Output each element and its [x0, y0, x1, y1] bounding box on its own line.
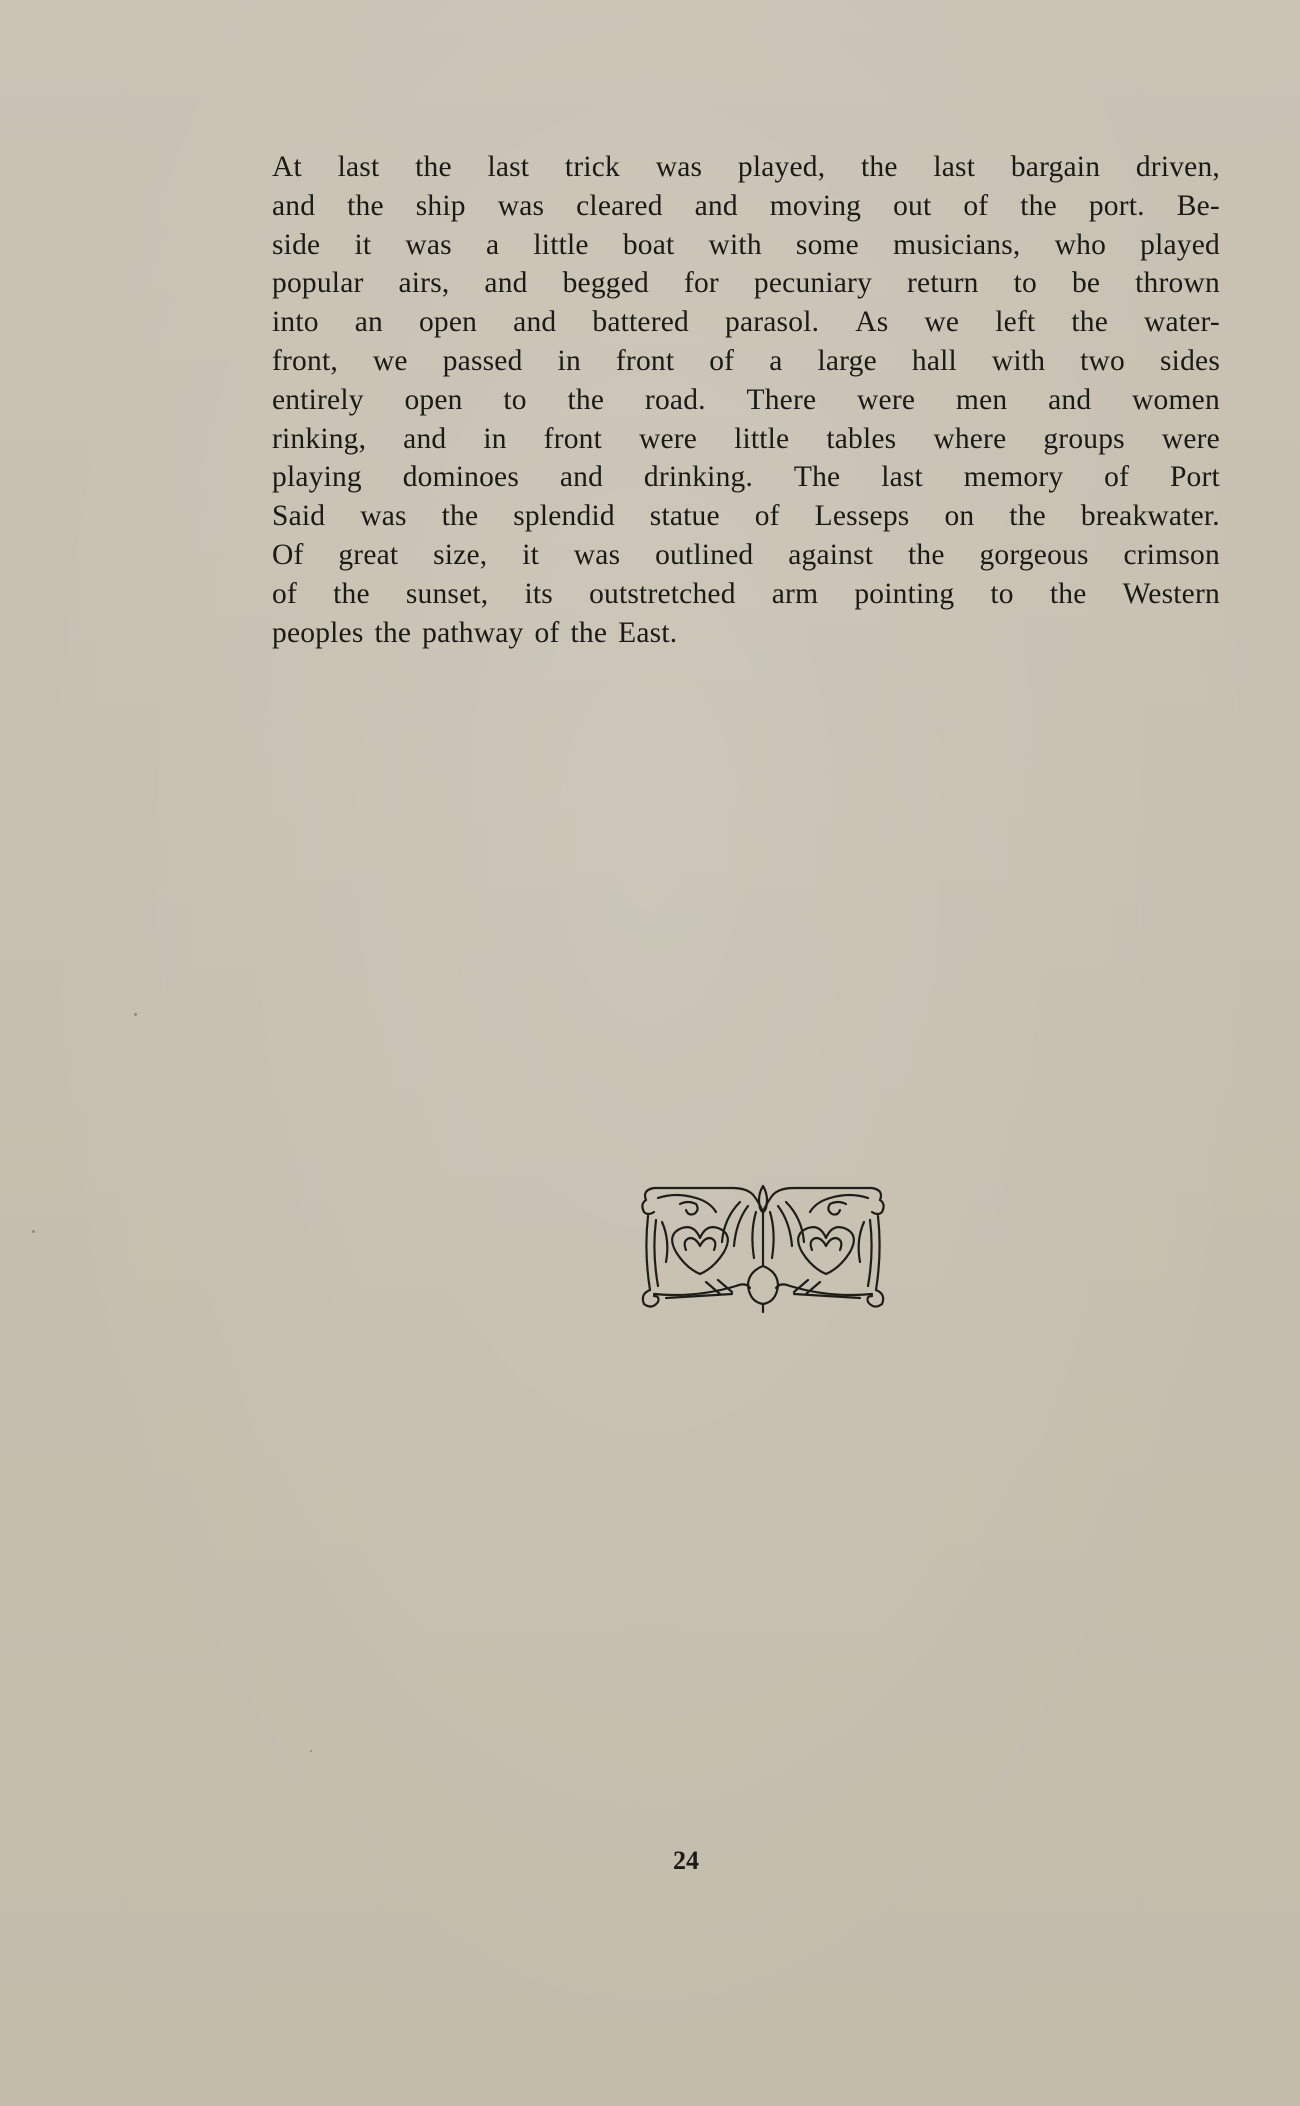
word: outlined: [655, 538, 754, 571]
word: begged: [562, 267, 649, 300]
word: some: [795, 228, 859, 261]
word: pathway: [422, 616, 524, 649]
word: cleared: [576, 189, 663, 222]
body-paragraph: [272, 148, 1220, 652]
word: to: [1013, 267, 1037, 300]
word: front: [615, 344, 675, 377]
word: last: [933, 151, 976, 183]
word: and: [1048, 383, 1092, 416]
word: be: [1071, 267, 1101, 300]
word: The: [793, 461, 841, 494]
word: There: [746, 383, 817, 416]
word: the: [374, 616, 412, 649]
word: it: [522, 538, 539, 571]
word: ship: [415, 189, 466, 222]
word: the: [907, 538, 945, 571]
word: boat: [622, 228, 675, 261]
text-line: [272, 226, 1220, 265]
word: moving: [769, 189, 862, 222]
word: Of: [272, 538, 304, 571]
word: to: [503, 383, 527, 416]
word: the: [1020, 189, 1057, 222]
word: return: [907, 267, 979, 300]
word: the: [1049, 577, 1087, 610]
word: splendid: [513, 500, 615, 533]
word: water-: [1144, 306, 1220, 339]
word: and: [272, 189, 316, 222]
word: driven,: [1135, 151, 1220, 183]
word: with: [708, 228, 762, 261]
word: two: [1080, 344, 1126, 377]
word: for: [683, 267, 719, 300]
word: side: [272, 228, 321, 261]
word: peoples: [272, 616, 364, 649]
word: its: [524, 577, 553, 610]
word: the: [441, 500, 479, 533]
word: of: [534, 616, 560, 649]
word: out: [893, 189, 932, 222]
word: hall: [911, 344, 957, 377]
word: the: [347, 189, 384, 222]
word: and: [513, 306, 557, 339]
word: last: [337, 151, 380, 183]
word: Said: [272, 500, 326, 533]
word: it: [354, 228, 372, 261]
word: was: [497, 189, 545, 222]
word: was: [360, 500, 407, 533]
text-line: [272, 497, 1220, 536]
word: and: [694, 189, 738, 222]
word: road.: [644, 383, 706, 416]
word: women: [1132, 383, 1220, 416]
word: At: [272, 151, 302, 183]
word: drinking.: [643, 461, 754, 494]
word: where: [933, 422, 1007, 455]
word: the: [861, 151, 898, 183]
page-number: 24: [673, 1846, 699, 1875]
word: a: [769, 344, 783, 377]
word: outstretched: [589, 577, 736, 610]
word: left: [995, 306, 1036, 339]
word: last: [881, 461, 923, 494]
word: little: [734, 422, 790, 455]
word: thrown: [1135, 267, 1220, 300]
word: and: [559, 461, 604, 494]
word: East.: [618, 616, 678, 649]
word: was: [573, 538, 621, 571]
word: Be-: [1176, 189, 1220, 222]
word: parasol.: [725, 306, 820, 339]
word: dominoes: [402, 461, 520, 494]
word: the: [567, 383, 605, 416]
word: the: [415, 151, 452, 183]
word: a: [485, 228, 500, 261]
word: were: [1161, 422, 1220, 455]
word: tables: [826, 422, 897, 455]
word: rinking,: [272, 422, 367, 455]
word: Western: [1122, 577, 1220, 610]
text-line: [272, 381, 1220, 420]
word: in: [483, 422, 507, 455]
word: arm: [771, 577, 819, 610]
word: front,: [272, 344, 338, 377]
word: breakwater.: [1080, 500, 1220, 533]
word: played: [1140, 228, 1220, 261]
word: of: [1104, 461, 1130, 494]
word: the: [1009, 500, 1046, 533]
word: pecuniary: [753, 267, 873, 300]
word: musicians,: [893, 228, 1021, 261]
word: to: [990, 577, 1014, 610]
word: As: [855, 306, 889, 339]
text-line: [272, 187, 1220, 226]
text-line: [272, 420, 1220, 459]
word: men: [955, 383, 1008, 416]
word: the: [1071, 306, 1108, 339]
word: against: [788, 538, 874, 571]
word: in: [557, 344, 581, 377]
word: into: [272, 306, 319, 339]
word: size,: [433, 538, 488, 571]
text-line: [272, 536, 1220, 575]
word: we: [924, 306, 960, 339]
word: and: [403, 422, 447, 455]
word: the: [570, 616, 608, 649]
word: memory: [963, 461, 1064, 494]
word: entirely: [272, 383, 364, 416]
word: groups: [1043, 422, 1125, 455]
text-line: [272, 342, 1220, 381]
text-line: [272, 264, 1220, 303]
word: played,: [737, 151, 826, 183]
paper-speck: [32, 1230, 35, 1233]
word: passed: [442, 344, 523, 377]
text-line: [272, 614, 1220, 653]
word: Port: [1169, 461, 1220, 494]
text-line: [272, 303, 1220, 342]
word: Lesseps: [814, 500, 910, 533]
word: of: [272, 577, 297, 610]
word: was: [405, 228, 452, 261]
word: we: [372, 344, 408, 377]
word: little: [533, 228, 589, 261]
text-line: [272, 575, 1220, 614]
word: statue: [649, 500, 720, 533]
word: crimson: [1123, 538, 1220, 571]
word: who: [1054, 228, 1107, 261]
word: popular: [272, 267, 364, 300]
text-line: [272, 458, 1220, 497]
word: open: [404, 383, 463, 416]
word: sunset,: [405, 577, 489, 610]
paper-speck: [134, 1013, 137, 1016]
word: large: [817, 344, 877, 377]
word: gorgeous: [979, 538, 1089, 571]
word: bargain: [1010, 151, 1101, 183]
word: and: [484, 267, 528, 300]
word: airs,: [398, 267, 450, 300]
word: last: [487, 151, 530, 183]
word: of: [963, 189, 989, 222]
word: with: [991, 344, 1046, 377]
word: of: [709, 344, 735, 377]
text-line: [272, 148, 1220, 187]
word: port.: [1088, 189, 1145, 222]
decorative-floral-tailpiece-icon: [636, 1182, 890, 1314]
word: battered: [592, 306, 689, 339]
word: great: [338, 538, 399, 571]
word: were: [857, 383, 916, 416]
word: trick: [564, 151, 620, 183]
word: sides: [1160, 344, 1220, 377]
word: front: [543, 422, 603, 455]
word: playing: [272, 461, 362, 494]
word: the: [333, 577, 370, 610]
word: was: [655, 151, 703, 183]
paper-speck: [310, 1750, 312, 1752]
word: of: [754, 500, 780, 533]
word: pointing: [854, 577, 955, 610]
word: on: [944, 500, 975, 533]
word: an: [354, 306, 383, 339]
word: were: [638, 422, 698, 455]
word: open: [418, 306, 478, 339]
